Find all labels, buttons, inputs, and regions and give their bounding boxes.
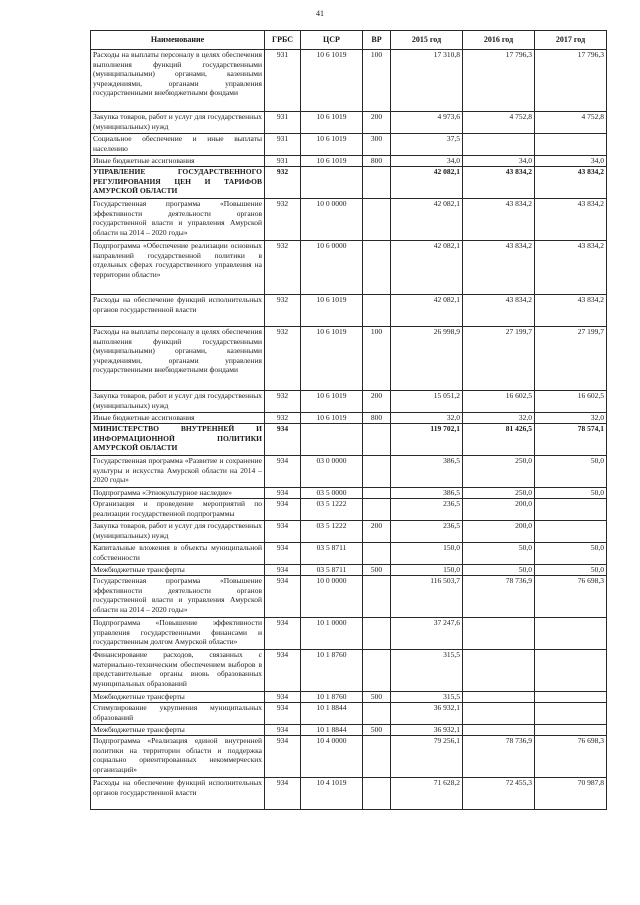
cell-csr: 10 6 0000 — [301, 241, 363, 295]
cell-csr: 10 4 1019 — [301, 778, 363, 810]
cell-2015: 386,5 — [391, 488, 463, 499]
cell-2016: 34,0 — [463, 156, 535, 167]
cell-2017: 50,0 — [535, 488, 607, 499]
cell-csr: 10 6 1019 — [301, 295, 363, 327]
cell-2017: 43 834,2 — [535, 241, 607, 295]
cell-2016: 50,0 — [463, 565, 535, 576]
cell-grbs: 934 — [265, 650, 301, 692]
table-row — [91, 488, 607, 499]
cell-csr: 03 5 8711 — [301, 565, 363, 576]
cell-2015: 37,5 — [391, 134, 463, 156]
cell-2015: 236,5 — [391, 499, 463, 521]
table-row — [91, 134, 607, 156]
cell-grbs: 932 — [265, 327, 301, 391]
cell-grbs: 932 — [265, 391, 301, 413]
cell-name: Подпрограмма «Обеспечение реализации основных направлений государственной политики в отдельных сферах государственного управления на территории области» — [91, 241, 265, 295]
cell-2016 — [463, 692, 535, 703]
cell-2017 — [535, 703, 607, 725]
table-row — [91, 703, 607, 725]
cell-vr: 200 — [363, 112, 391, 134]
cell-2016: 250,0 — [463, 456, 535, 488]
cell-grbs: 932 — [265, 167, 301, 199]
cell-2016: 43 834,2 — [463, 241, 535, 295]
cell-name: Подпрограмма «Повышение эффективности управления государственными финансами и государственным долгом Амурской области» — [91, 618, 265, 650]
cell-csr: 10 1 8844 — [301, 703, 363, 725]
cell-2015: 36 932,1 — [391, 725, 463, 736]
column-header-2015: 2015 год — [391, 31, 463, 50]
cell-2015: 79 256,1 — [391, 736, 463, 778]
table-row — [91, 199, 607, 241]
cell-grbs: 934 — [265, 725, 301, 736]
cell-2016: 78 736,9 — [463, 576, 535, 618]
cell-name: Государственная программа «Повышение эффективности деятельности органов государственной власти и управления Амурской области на 2014 – 2020 годы» — [91, 576, 265, 618]
cell-2015: 119 702,1 — [391, 424, 463, 456]
cell-2015: 150,0 — [391, 543, 463, 565]
cell-vr — [363, 295, 391, 327]
cell-name: Межбюджетные трансферты — [91, 725, 265, 736]
cell-2016 — [463, 134, 535, 156]
cell-2016: 16 602,5 — [463, 391, 535, 413]
cell-2017 — [535, 650, 607, 692]
cell-2015: 386,5 — [391, 456, 463, 488]
cell-2016: 81 426,5 — [463, 424, 535, 456]
cell-name: Расходы на выплаты персоналу в целях обеспечения выполнения функций государственными (муниципальными) органами, казенными учреждениями, органами управления государственными внебюджетными фондами — [91, 327, 265, 391]
cell-name: УПРАВЛЕНИЕ ГОСУДАРСТВЕННОГО РЕГУЛИРОВАНИЯ ЦЕН И ТАРИФОВ АМУРСКОЙ ОБЛАСТИ — [91, 167, 265, 199]
cell-2015: 36 932,1 — [391, 703, 463, 725]
cell-2015: 4 973,6 — [391, 112, 463, 134]
table-body — [91, 50, 607, 810]
cell-2016: 17 796,3 — [463, 50, 535, 112]
cell-2015: 150,0 — [391, 565, 463, 576]
cell-2015: 32,0 — [391, 413, 463, 424]
table-row — [91, 295, 607, 327]
column-header-grbs: ГРБС — [265, 31, 301, 50]
cell-vr: 300 — [363, 134, 391, 156]
cell-2015: 42 082,1 — [391, 199, 463, 241]
cell-name: Капитальные вложения в объекты муниципальной собственности — [91, 543, 265, 565]
cell-2015: 42 082,1 — [391, 241, 463, 295]
cell-name: Финансирование расходов, связанных с материально-техническим обеспечением выборов в представительные органы вновь образованных муниципальных образований — [91, 650, 265, 692]
table-row — [91, 241, 607, 295]
column-header-name: Наименование — [91, 31, 265, 50]
cell-vr — [363, 736, 391, 778]
cell-2016: 200,0 — [463, 521, 535, 543]
cell-2015: 26 998,9 — [391, 327, 463, 391]
cell-name: Подпрограмма «Реализация единой внутренней политики на территории области и поддержка социально ориентированных некоммерческих организаций» — [91, 736, 265, 778]
cell-vr: 800 — [363, 156, 391, 167]
cell-2016: 78 736,9 — [463, 736, 535, 778]
cell-grbs: 932 — [265, 199, 301, 241]
cell-grbs: 934 — [265, 499, 301, 521]
cell-2017: 78 574,1 — [535, 424, 607, 456]
cell-grbs: 932 — [265, 295, 301, 327]
cell-name: Межбюджетные трансферты — [91, 692, 265, 703]
cell-grbs: 934 — [265, 456, 301, 488]
cell-name: Иные бюджетные ассигнования — [91, 156, 265, 167]
cell-csr: 10 1 8760 — [301, 692, 363, 703]
cell-grbs: 931 — [265, 134, 301, 156]
cell-name: Иные бюджетные ассигнования — [91, 413, 265, 424]
cell-grbs: 934 — [265, 736, 301, 778]
cell-2016: 43 834,2 — [463, 167, 535, 199]
cell-csr: 03 5 8711 — [301, 543, 363, 565]
cell-2016: 200,0 — [463, 499, 535, 521]
cell-vr — [363, 488, 391, 499]
cell-vr: 800 — [363, 413, 391, 424]
table-row — [91, 618, 607, 650]
cell-2017: 34,0 — [535, 156, 607, 167]
cell-csr: 10 4 0000 — [301, 736, 363, 778]
cell-grbs: 931 — [265, 156, 301, 167]
cell-2016: 50,0 — [463, 543, 535, 565]
table-row — [91, 565, 607, 576]
column-header-vr: ВР — [363, 31, 391, 50]
cell-name: Закупка товаров, работ и услуг для государственных (муниципальных) нужд — [91, 391, 265, 413]
cell-2017: 76 698,3 — [535, 576, 607, 618]
cell-2017 — [535, 134, 607, 156]
table-row — [91, 543, 607, 565]
column-header-2016: 2016 год — [463, 31, 535, 50]
cell-2017: 50,0 — [535, 565, 607, 576]
cell-2017 — [535, 499, 607, 521]
cell-grbs: 934 — [265, 565, 301, 576]
cell-vr — [363, 576, 391, 618]
cell-vr: 500 — [363, 692, 391, 703]
cell-grbs: 932 — [265, 241, 301, 295]
cell-csr: 10 6 1019 — [301, 50, 363, 112]
cell-csr — [301, 167, 363, 199]
cell-2016: 250,0 — [463, 488, 535, 499]
cell-grbs: 934 — [265, 521, 301, 543]
cell-2015: 15 051,2 — [391, 391, 463, 413]
cell-2017: 17 796,3 — [535, 50, 607, 112]
column-header-2017: 2017 год — [535, 31, 607, 50]
cell-vr — [363, 241, 391, 295]
cell-grbs: 934 — [265, 692, 301, 703]
table-row — [91, 156, 607, 167]
table-header-row — [91, 31, 607, 50]
cell-2015: 315,5 — [391, 692, 463, 703]
cell-vr — [363, 499, 391, 521]
cell-vr — [363, 618, 391, 650]
cell-csr: 10 1 8760 — [301, 650, 363, 692]
table-row — [91, 167, 607, 199]
cell-2017: 43 834,2 — [535, 199, 607, 241]
cell-name: Подпрограмма «Этнокультурное наследие» — [91, 488, 265, 499]
cell-vr: 200 — [363, 391, 391, 413]
cell-2016: 4 752,8 — [463, 112, 535, 134]
cell-vr — [363, 778, 391, 810]
table-row — [91, 50, 607, 112]
cell-vr: 500 — [363, 565, 391, 576]
table-row — [91, 521, 607, 543]
cell-2017: 32,0 — [535, 413, 607, 424]
cell-2016: 32,0 — [463, 413, 535, 424]
table-row — [91, 456, 607, 488]
cell-2016: 27 199,7 — [463, 327, 535, 391]
cell-name: Закупка товаров, работ и услуг для государственных (муниципальных) нужд — [91, 112, 265, 134]
table-row — [91, 576, 607, 618]
cell-2016 — [463, 703, 535, 725]
cell-csr: 10 6 1019 — [301, 112, 363, 134]
cell-csr: 10 6 1019 — [301, 156, 363, 167]
cell-grbs: 934 — [265, 576, 301, 618]
cell-vr — [363, 199, 391, 241]
cell-name: МИНИСТЕРСТВО ВНУТРЕННЕЙ И ИНФОРМАЦИОННОЙ ПОЛИТИКИ АМУРСКОЙ ОБЛАСТИ — [91, 424, 265, 456]
cell-name: Закупка товаров, работ и услуг для государственных (муниципальных) нужд — [91, 521, 265, 543]
table-row — [91, 413, 607, 424]
cell-2015: 37 247,6 — [391, 618, 463, 650]
cell-csr: 03 0 0000 — [301, 456, 363, 488]
cell-grbs: 931 — [265, 112, 301, 134]
cell-2015: 315,5 — [391, 650, 463, 692]
table-row — [91, 327, 607, 391]
cell-name: Социальное обеспечение и иные выплаты населению — [91, 134, 265, 156]
cell-name: Расходы на обеспечение функций исполнительных органов государственной власти — [91, 778, 265, 810]
cell-name: Организация и проведение мероприятий по реализации государственной подпрограммы — [91, 499, 265, 521]
cell-grbs: 934 — [265, 488, 301, 499]
table-row — [91, 725, 607, 736]
cell-2017 — [535, 521, 607, 543]
cell-2016 — [463, 725, 535, 736]
cell-2017: 27 199,7 — [535, 327, 607, 391]
cell-grbs: 934 — [265, 778, 301, 810]
cell-2017 — [535, 692, 607, 703]
cell-grbs: 931 — [265, 50, 301, 112]
table-row — [91, 778, 607, 810]
cell-2017: 70 987,8 — [535, 778, 607, 810]
cell-2015: 71 628,2 — [391, 778, 463, 810]
cell-2015: 116 503,7 — [391, 576, 463, 618]
cell-2017: 4 752,8 — [535, 112, 607, 134]
cell-vr — [363, 543, 391, 565]
cell-2017: 50,0 — [535, 543, 607, 565]
cell-vr — [363, 167, 391, 199]
cell-2016: 43 834,2 — [463, 295, 535, 327]
cell-vr: 200 — [363, 521, 391, 543]
page-number: 41 — [316, 9, 324, 18]
cell-2015: 42 082,1 — [391, 167, 463, 199]
cell-csr: 10 0 0000 — [301, 576, 363, 618]
cell-vr — [363, 650, 391, 692]
cell-vr — [363, 456, 391, 488]
cell-grbs: 934 — [265, 543, 301, 565]
table-row — [91, 499, 607, 521]
cell-2015: 34,0 — [391, 156, 463, 167]
cell-csr: 10 1 8844 — [301, 725, 363, 736]
cell-name: Государственная программа «Повышение эффективности деятельности органов государственной власти и управления Амурской области на 2014 – 2020 годы» — [91, 199, 265, 241]
cell-csr: 03 5 1222 — [301, 521, 363, 543]
cell-2015: 42 082,1 — [391, 295, 463, 327]
cell-name: Расходы на выплаты персоналу в целях обеспечения выполнения функций государственными (муниципальными) органами, казенными учреждениями, органами управления государственными внебюджетными фондами — [91, 50, 265, 112]
table-row — [91, 650, 607, 692]
cell-2017 — [535, 725, 607, 736]
cell-csr: 10 6 1019 — [301, 413, 363, 424]
budget-table — [90, 30, 607, 810]
cell-2016: 43 834,2 — [463, 199, 535, 241]
cell-name: Стимулирование укрупнения муниципальных образований — [91, 703, 265, 725]
cell-vr: 100 — [363, 50, 391, 112]
cell-2015: 17 310,8 — [391, 50, 463, 112]
cell-csr: 10 6 1019 — [301, 134, 363, 156]
cell-2017: 16 602,5 — [535, 391, 607, 413]
table-row — [91, 736, 607, 778]
cell-vr — [363, 424, 391, 456]
cell-csr: 03 5 1222 — [301, 499, 363, 521]
cell-csr: 03 5 0000 — [301, 488, 363, 499]
cell-name: Межбюджетные трансферты — [91, 565, 265, 576]
cell-csr — [301, 424, 363, 456]
cell-vr: 100 — [363, 327, 391, 391]
cell-2017 — [535, 618, 607, 650]
cell-csr: 10 6 1019 — [301, 327, 363, 391]
cell-grbs: 934 — [265, 618, 301, 650]
table-row — [91, 391, 607, 413]
column-header-csr: ЦСР — [301, 31, 363, 50]
cell-2016: 72 455,3 — [463, 778, 535, 810]
table-row — [91, 112, 607, 134]
cell-grbs: 934 — [265, 703, 301, 725]
cell-grbs: 934 — [265, 424, 301, 456]
cell-2017: 43 834,2 — [535, 167, 607, 199]
cell-2017: 43 834,2 — [535, 295, 607, 327]
cell-vr: 500 — [363, 725, 391, 736]
cell-name: Государственная программа «Развитие и сохранение культуры и искусства Амурской области на 2014 – 2020 годы» — [91, 456, 265, 488]
cell-2016 — [463, 650, 535, 692]
cell-grbs: 932 — [265, 413, 301, 424]
table-row — [91, 424, 607, 456]
cell-2016 — [463, 618, 535, 650]
cell-vr — [363, 703, 391, 725]
cell-csr: 10 0 0000 — [301, 199, 363, 241]
cell-name: Расходы на обеспечение функций исполнительных органов государственной власти — [91, 295, 265, 327]
cell-2015: 236,5 — [391, 521, 463, 543]
cell-csr: 10 6 1019 — [301, 391, 363, 413]
cell-csr: 10 1 0000 — [301, 618, 363, 650]
table-row — [91, 692, 607, 703]
cell-2017: 76 698,3 — [535, 736, 607, 778]
cell-2017: 50,0 — [535, 456, 607, 488]
